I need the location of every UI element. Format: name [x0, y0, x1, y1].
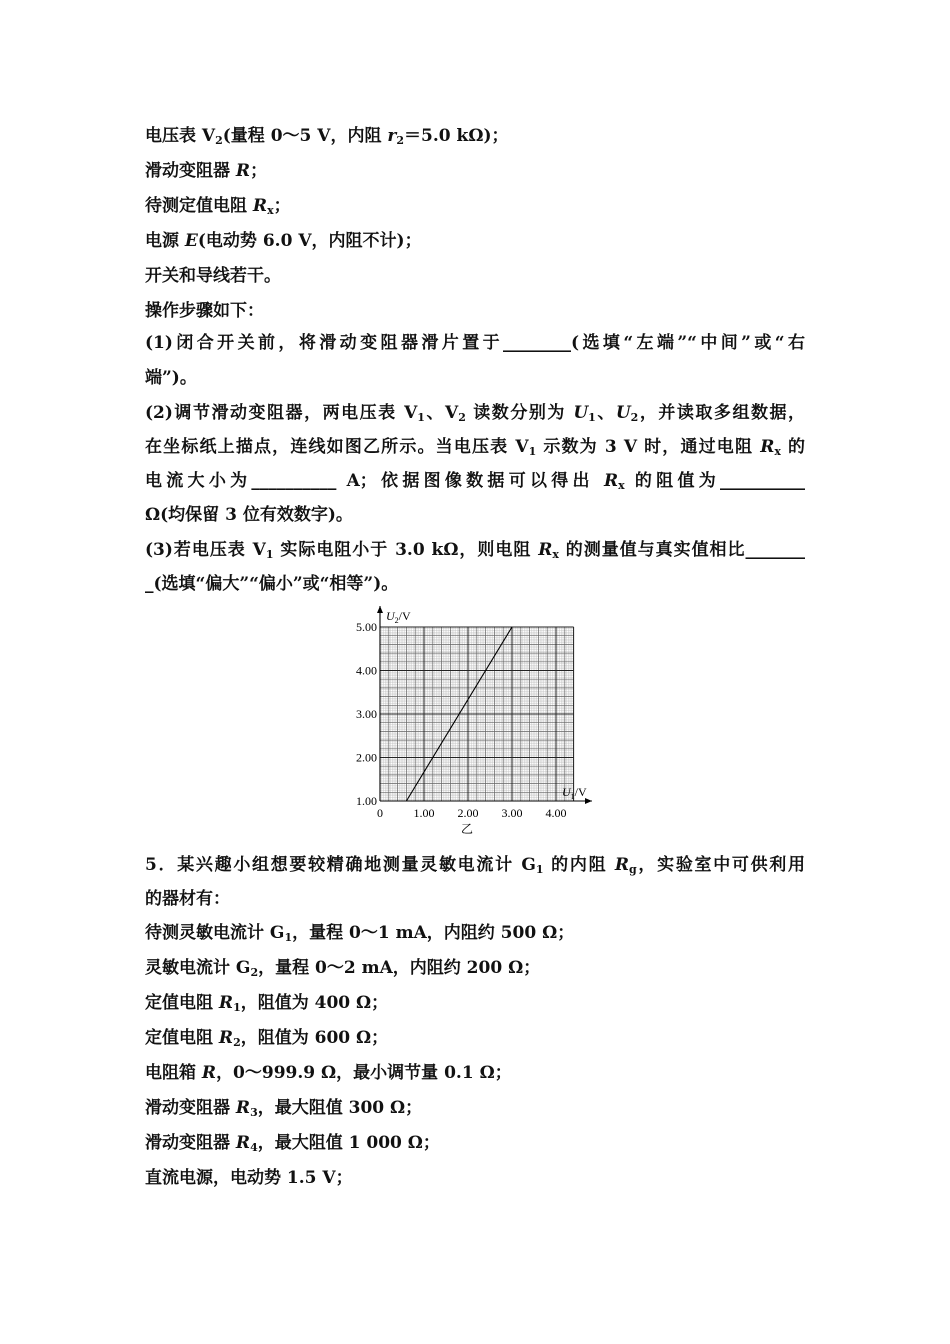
text-segment: ，最大阻值 1 000 Ω；	[257, 1133, 440, 1153]
text-segment: ，并读取多组数据，	[638, 403, 805, 423]
text-line	[145, 367, 197, 389]
text-segment: 开关和导线若干。	[145, 266, 281, 286]
text-segment: R	[218, 993, 234, 1013]
text-segment: 1	[528, 445, 537, 458]
text-segment: (3)若电压表 V	[145, 540, 266, 560]
text-segment: r	[387, 126, 397, 146]
text-segment: 1	[265, 548, 274, 561]
text-line	[145, 300, 264, 322]
text-segment: 滑动变阻器	[145, 1133, 236, 1153]
text-segment: 滑动变阻器	[145, 1098, 236, 1118]
origin-label: 0	[377, 806, 383, 820]
text-line	[145, 436, 805, 458]
y-tick-label: 4.00	[356, 663, 377, 678]
text-segment: 1	[417, 411, 425, 424]
text-line	[145, 573, 398, 595]
x-tick-label: 2.00	[457, 806, 479, 820]
y-axis-arrow	[377, 606, 383, 613]
text-segment: 的测量值与真实值相比_______	[558, 540, 805, 560]
text-segment: _(选填“偏大”“偏小”或“相等”)。	[145, 574, 399, 594]
text-segment: 实际电阻小于 3.0 kΩ，则电阻	[273, 540, 539, 560]
text-segment: 2	[396, 134, 405, 147]
text-line	[145, 265, 281, 287]
text-segment: R	[235, 161, 251, 181]
text-line	[145, 1167, 353, 1189]
text-segment: g	[629, 863, 637, 876]
text-segment: 2	[215, 134, 223, 147]
text-segment: ；	[250, 161, 268, 181]
text-line	[145, 504, 353, 526]
text-segment: 2	[630, 411, 639, 424]
text-segment: R	[604, 471, 619, 491]
text-segment: 的器材有：	[145, 889, 230, 909]
text-segment: 操作步骤如下：	[145, 301, 264, 321]
text-segment: 、	[595, 403, 616, 423]
text-segment: 待测定值电阻	[145, 196, 253, 216]
text-segment: (量程 0～5 V，内阻	[222, 126, 388, 146]
text-line	[145, 1062, 512, 1084]
text-line	[145, 402, 805, 424]
y-tick-label: 2.00	[356, 750, 377, 765]
text-segment: ；	[273, 196, 291, 216]
y-axis-label: $U_2/V$	[386, 609, 411, 625]
text-segment: R	[218, 1028, 234, 1048]
text-line	[145, 1097, 422, 1119]
text-segment: R	[538, 540, 553, 560]
text-line	[145, 539, 805, 561]
text-segment: x	[774, 445, 781, 458]
text-segment: 电阻箱	[145, 1063, 202, 1083]
text-segment: R	[760, 437, 775, 457]
text-line	[145, 992, 388, 1014]
y-tick-label: 3.00	[356, 707, 377, 721]
text-segment: 的	[780, 437, 806, 457]
text-segment: R	[235, 1098, 251, 1118]
text-segment: 的阻值为__________	[624, 471, 806, 491]
text-segment: 1	[535, 863, 544, 876]
text-line	[145, 1027, 388, 1049]
y-tick-label: 1.00	[356, 794, 377, 808]
text-segment: x	[552, 548, 559, 561]
text-segment: U	[573, 403, 589, 423]
text-segment: 1	[284, 931, 293, 944]
text-segment: 读数分别为	[465, 403, 574, 423]
grid-paper	[380, 627, 574, 801]
text-segment: 在坐标纸上描点，连线如图乙所示。当电压表 V	[145, 437, 529, 457]
text-segment: 直流电源，电动势 1.5 V；	[145, 1168, 353, 1188]
text-segment: 1	[233, 1001, 241, 1014]
text-line	[145, 230, 422, 252]
x-tick-label: 1.00	[413, 806, 435, 820]
text-segment: E	[184, 231, 198, 251]
text-segment: (2)调节滑动变阻器，两电压表 V	[145, 403, 418, 423]
text-line	[145, 957, 540, 979]
text-segment: U	[615, 403, 631, 423]
text-segment: 3	[250, 1106, 258, 1119]
text-segment: 2	[233, 1036, 241, 1049]
text-segment: ，量程 0～2 mA，内阻约 200 Ω；	[258, 958, 541, 978]
text-segment: 灵敏电流计 G	[145, 958, 251, 978]
text-segment: (1)闭合开关前，将滑动变阻器滑片置于________(选填“左端”“中间”或“右	[145, 333, 805, 353]
chart-title: 乙	[460, 822, 474, 836]
text-segment: 5．某兴趣小组想要较精确地测量灵敏电流计 G	[145, 855, 536, 875]
text-segment: 2	[250, 966, 259, 979]
text-segment: 滑动变阻器	[145, 161, 236, 181]
text-line	[145, 922, 574, 944]
text-line	[145, 332, 805, 354]
x-axis-label: $U_1/V$	[562, 785, 587, 801]
text-segment: 4	[250, 1141, 258, 1154]
text-line	[145, 470, 805, 492]
text-segment: R	[252, 196, 268, 216]
text-segment: Ω(均保留 3 位有效数字)。	[145, 505, 353, 525]
text-segment: (电动势 6.0 V，内阻不计)；	[197, 231, 422, 251]
text-segment: 示数为 3 V 时，通过电阻	[536, 437, 761, 457]
y-tick-label: 5.00	[356, 620, 377, 634]
text-segment: ，实验室中可供利用	[636, 855, 806, 875]
text-segment: 电流大小为__________ A；依据图像数据可以得出	[145, 471, 604, 491]
text-segment: 电压表 V	[145, 126, 216, 146]
text-line	[145, 854, 805, 876]
text-segment: 定值电阻	[145, 1028, 219, 1048]
text-segment: ，量程 0～1 mA，内阻约 500 Ω；	[292, 923, 575, 943]
text-line	[145, 125, 509, 147]
text-segment: 的内阻	[543, 855, 615, 875]
text-segment: R	[614, 855, 630, 875]
text-segment: R	[235, 1133, 251, 1153]
text-segment: ，阻值为 400 Ω；	[240, 993, 389, 1013]
text-segment: ，最大阻值 300 Ω；	[257, 1098, 423, 1118]
text-segment: 定值电阻	[145, 993, 219, 1013]
text-segment: 1	[588, 411, 596, 424]
text-segment: R	[201, 1063, 217, 1083]
text-line	[145, 160, 267, 182]
x-tick-label: 4.00	[545, 806, 567, 820]
text-line	[145, 1132, 440, 1154]
text-segment: x	[267, 204, 274, 217]
text-segment: 电源	[145, 231, 185, 251]
text-segment: 待测灵敏电流计 G	[145, 923, 285, 943]
u2-vs-u1-chart	[345, 603, 605, 838]
text-line	[145, 195, 291, 217]
text-segment: ，阻值为 600 Ω；	[240, 1028, 389, 1048]
text-segment: 、V	[424, 403, 459, 423]
text-segment: x	[618, 479, 625, 492]
text-segment: ，0～999.9 Ω，最小调节量 0.1 Ω；	[216, 1063, 512, 1083]
x-tick-label: 3.00	[501, 806, 523, 820]
text-line	[145, 888, 230, 910]
text-segment: ＝5.0 kΩ)；	[404, 126, 509, 146]
text-segment: 2	[458, 411, 466, 424]
text-segment: 端”)。	[145, 368, 197, 388]
